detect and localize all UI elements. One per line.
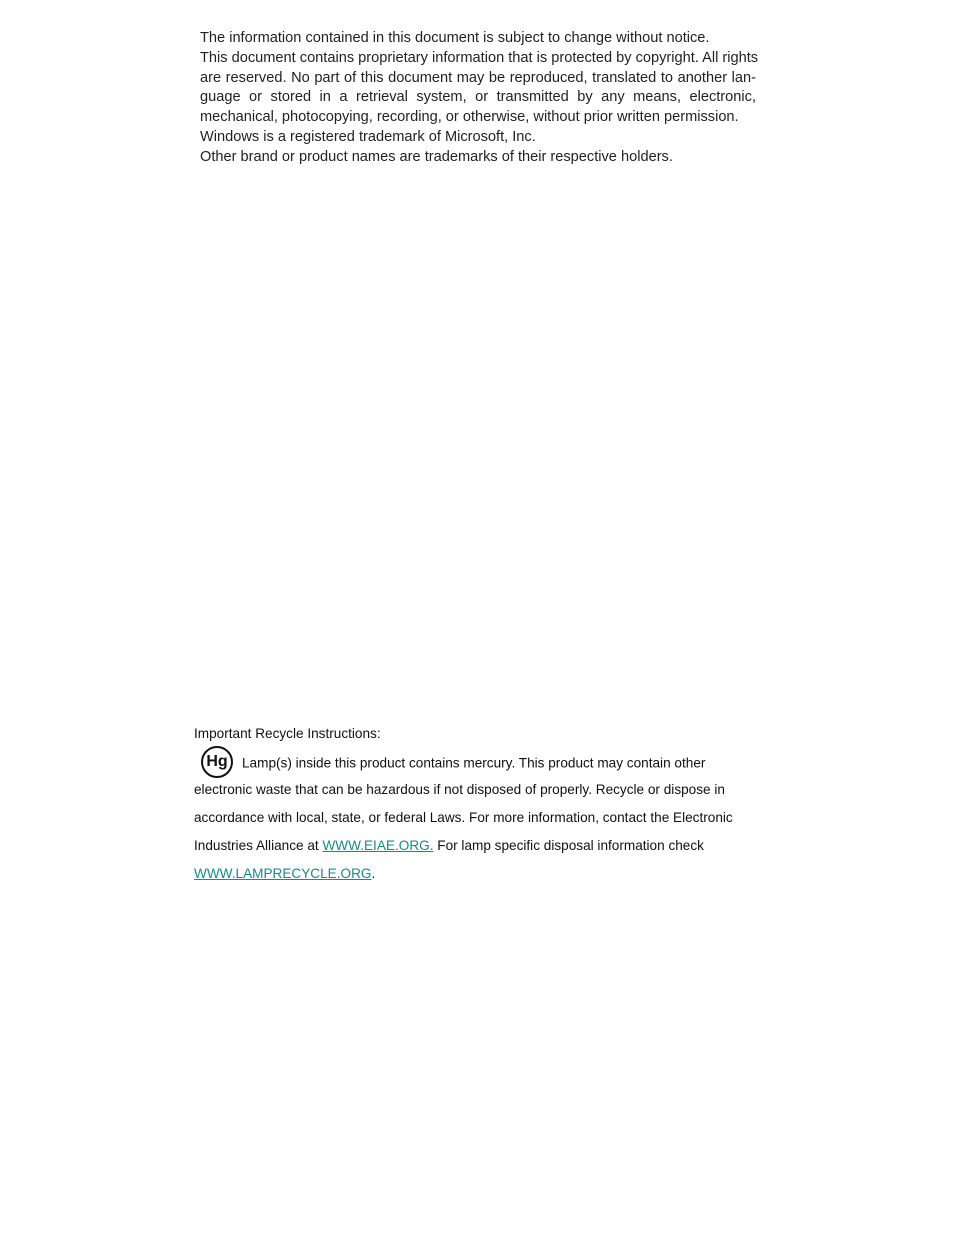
notice-line: guage or stored in a retrieval system, or transmitted by any means, electronic, <box>200 89 756 106</box>
recycle-body <box>194 748 760 888</box>
notice-line: The information contained in this document is subject to change without notice. <box>200 30 710 46</box>
recycle-heading: Important Recycle Instructions: <box>194 726 381 741</box>
lamprecycle-link[interactable]: WWW.LAMPRECYCLE.ORG <box>194 866 372 881</box>
legal-notice <box>200 29 759 168</box>
notice-line: Windows is a registered trademark of Microsoft, Inc. <box>200 128 536 145</box>
recycle-line: accordance with local, state, or federal Laws. For more information, contact the Electronic <box>194 810 733 825</box>
recycle-line-text: Lamp(s) inside this product contains mercury. This product may contain other <box>242 755 706 771</box>
recycle-line <box>194 748 760 776</box>
recycle-line <box>194 832 760 860</box>
recycle-line-text: Industries Alliance at <box>194 838 323 853</box>
recycle-line: electronic waste that can be hazardous if not disposed of properly. Recycle or dispose in <box>194 782 725 797</box>
recycle-instructions <box>194 724 760 888</box>
notice-line: Other brand or product names are trademarks of their respective holders. <box>200 148 673 165</box>
eiae-link[interactable]: WWW.EIAE.ORG. <box>322 838 434 853</box>
hg-mercury-icon: Hg <box>201 746 233 778</box>
notice-line: mechanical, photocopying, recording, or otherwise, without prior written permission. <box>200 109 739 126</box>
recycle-line-text: . <box>371 866 376 881</box>
notice-line: This document contains proprietary information that is protected by copyright. All rights <box>200 49 759 66</box>
recycle-line-text: For lamp specific disposal information check <box>433 838 704 853</box>
notice-line: are reserved. No part of this document may be reproduced, translated to another lan- <box>200 69 756 86</box>
recycle-line <box>194 860 760 888</box>
